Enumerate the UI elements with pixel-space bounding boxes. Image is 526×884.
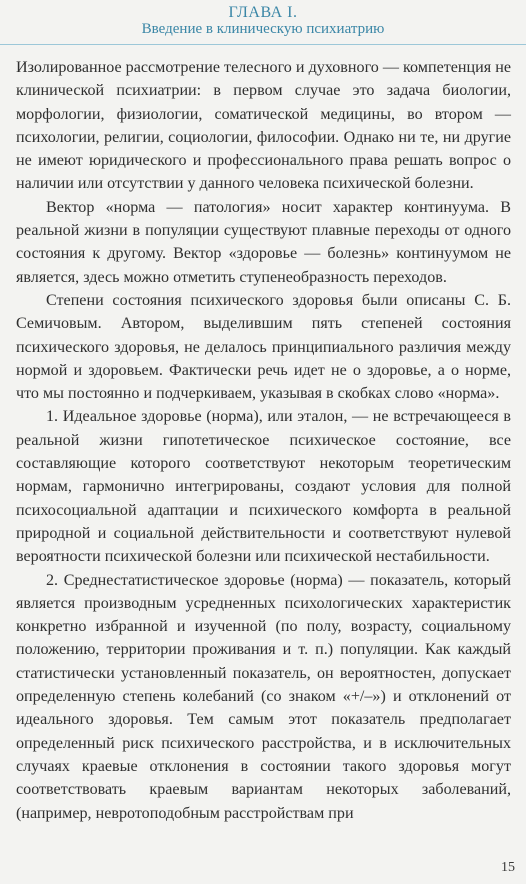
chapter-title: Введение в клиническую психиатрию	[141, 21, 385, 37]
paragraph: Вектор «норма — патология» носит характер континуума. В реальной жизни в популяции существуют плавные переходы от одного состояния к другому. Вектор «здоровье — болезнь» континуумом не является, здесь можно отметить ступенеобразность переходов.	[16, 198, 511, 286]
page-number: 15	[501, 860, 515, 875]
paragraph: 1. Идеальное здоровье (норма), или эталон, — не встречающееся в реальной жизни гипотетическое психическое состояние, все составляющие которого соответствуют некоторым теоретическим нормам, гармонично интегрированы, создают условия для полной психосоциальной адаптации и психического комфорта в реальной природной и социальной действительности и соответствуют нулевой вероятности психической болезни или психической нестабильности.	[16, 408, 511, 566]
paragraph: Изолированное рассмотрение телесного и духовного — компетенция не клинической психиатрии: в первом случае это задача биологии, морфологии, физиологии, соматической медицины, во втором — психологии, религии, социологии, философии. Однако ни те, ни другие не имеют юридического и профессионального права решать вопрос о наличии или отсутствии у данного человека психической болезни.	[16, 59, 511, 193]
chapter-label: ГЛАВА I.	[228, 4, 298, 21]
running-header	[0, 0, 526, 46]
page-body	[16, 56, 511, 825]
header-divider	[0, 44, 526, 45]
paragraph: Степени состояния психического здоровья были описаны С. Б. Семичовым. Автором, выделившим пять степеней состояния психического здоровья, не делалось принципиального различия между нормой и здоровьем. Фактически речь идет не о здоровье, а о норме, что мы постоянно и подчеркиваем, указывая в скобках слово «норма».	[16, 291, 511, 403]
paragraph: 2. Среднестатистическое здоровье (норма) — показатель, который является производным усредненных психологических характеристик конкретно избранной и изученной (по полу, возрасту, социальному положению, территории проживания и т. п.) популяции. Как каждый статистически установленный показатель, он вероятностен, допускает определенную степень колебаний (со знаком «+/–») и отклонений от идеального здоровья. Тем самым этот показатель предполагает определенный риск психического расстройства, и в исключительных случаях краевые отклонения в состоянии такого здоровья могут соответствовать краевым вариантам некоторых заболеваний, (например, невротоподобным расстройствам при	[16, 571, 511, 822]
